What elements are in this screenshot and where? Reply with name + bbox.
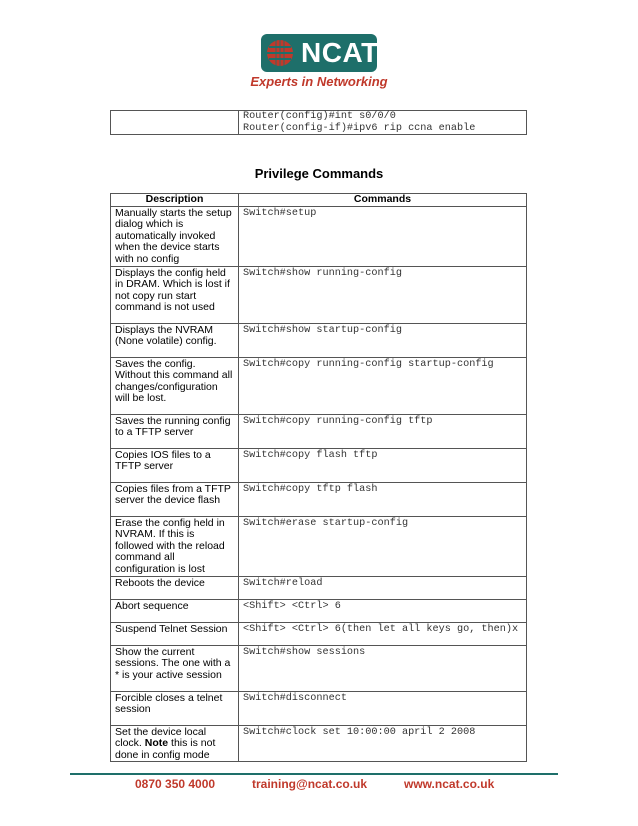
note-label: Note: [144, 737, 169, 750]
command-cell: Switch#copy flash tftp: [239, 448, 527, 482]
table-header-row: [111, 194, 527, 207]
description-header: Description: [111, 194, 239, 207]
table-row: [111, 725, 527, 762]
command-cell: Switch#clock set 10:00:00 april 2 2008: [239, 725, 527, 762]
command-cell: Switch#show startup-config: [239, 323, 527, 357]
globe-icon: [263, 36, 297, 70]
commands-header: Commands: [239, 194, 527, 207]
footer-email[interactable]: training@ncat.co.uk: [252, 777, 368, 791]
command-cell: Switch#reload: [239, 576, 527, 599]
logo-text: NCAT: [301, 37, 379, 68]
footer-website[interactable]: www.ncat.co.uk: [404, 777, 495, 791]
table-row: [111, 266, 527, 323]
table-row: [111, 414, 527, 448]
description-cell: Displays the config held in DRAM. Which is lost if not copy run start command is not used: [111, 266, 239, 323]
table-row: [111, 691, 527, 725]
description-cell: Copies files from a TFTP server the device flash: [111, 482, 239, 516]
description-cell: Manually starts the setup dialog which is automatically invoked when the device starts with no config: [111, 206, 239, 266]
description-cell: Displays the NVRAM (None volatile) config.: [111, 323, 239, 357]
description-cell: Saves the config. Without this command all changes/configuration will be lost.: [111, 357, 239, 414]
command-cell: Switch#copy running-config startup-config: [239, 357, 527, 414]
command-cell: Switch#erase startup-config: [239, 516, 527, 576]
command-cell: Switch#show running-config: [239, 266, 527, 323]
table-row: [111, 357, 527, 414]
table-row: [111, 599, 527, 622]
table-row: [111, 622, 527, 645]
description-text: Set the device local clock.: [115, 725, 207, 750]
description-cell: Erase the config held in NVRAM. If this is followed with the reload command all configuration is lost: [111, 516, 239, 576]
command-cell: Switch#show sessions: [239, 645, 527, 691]
command-cell: Router(config)#int s0/0/0 Router(config-if)#ipv6 rip ccna enable: [239, 111, 527, 135]
footer-phone: 0870 350 4000: [135, 777, 216, 791]
command-cell: <Shift> <Ctrl> 6: [239, 599, 527, 622]
description-cell: Saves the running config to a TFTP server: [111, 414, 239, 448]
command-cell: Switch#copy running-config tftp: [239, 414, 527, 448]
command-cell: Switch#setup: [239, 206, 527, 266]
footer-divider: [70, 773, 558, 775]
tagline: Experts in Networking: [250, 74, 388, 89]
section-title: Privilege Commands: [254, 166, 384, 181]
description-cell: [111, 725, 239, 762]
ncat-logo: [261, 34, 377, 72]
table-row: [111, 448, 527, 482]
table-row: [111, 111, 527, 135]
table-row: [111, 576, 527, 599]
command-cell: Switch#copy tftp flash: [239, 482, 527, 516]
command-cell: <Shift> <Ctrl> 6(then let all keys go, then)x: [239, 622, 527, 645]
description-cell: Forcible closes a telnet session: [111, 691, 239, 725]
table-row: [111, 645, 527, 691]
description-cell: Copies IOS files to a TFTP server: [111, 448, 239, 482]
description-cell: Reboots the device: [111, 576, 239, 599]
description-text: this is not done in config mode: [115, 737, 216, 761]
description-cell: Show the current sessions. The one with a * is your active session: [111, 645, 239, 691]
description-cell: [111, 111, 239, 135]
top-table: [110, 110, 527, 135]
privilege-commands-table: [110, 193, 527, 762]
table-row: [111, 323, 527, 357]
command-cell: Switch#disconnect: [239, 691, 527, 725]
description-cell: Suspend Telnet Session: [111, 622, 239, 645]
description-cell: Abort sequence: [111, 599, 239, 622]
table-row: [111, 206, 527, 266]
table-row: [111, 482, 527, 516]
table-row: [111, 516, 527, 576]
